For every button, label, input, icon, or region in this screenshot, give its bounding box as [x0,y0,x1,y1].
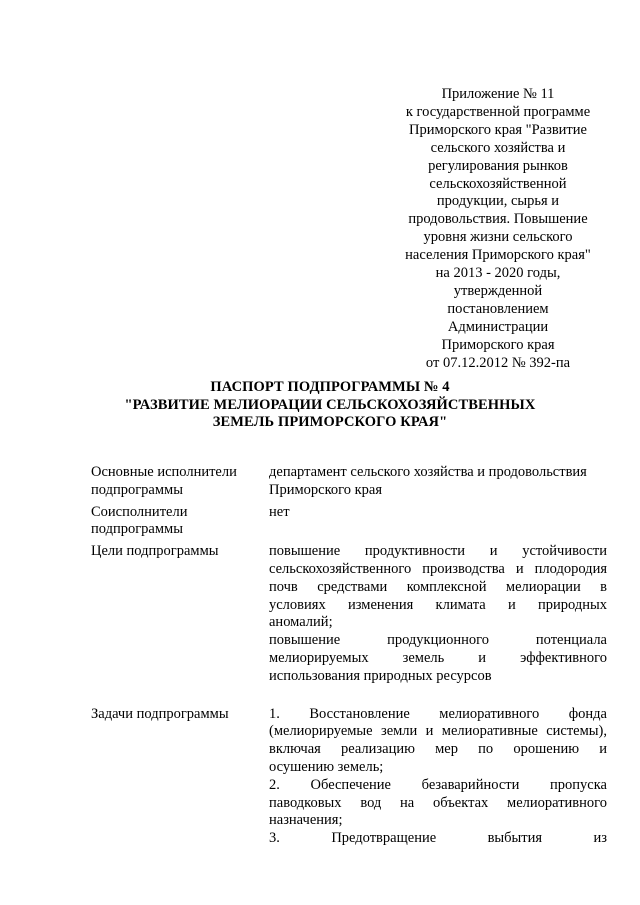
goals-value-line: условиях изменения климата и природных [269,596,607,613]
goals-value-line: использования природных ресурсов [269,667,492,684]
appendix-line: продукции, сырья и [436,193,560,210]
executors-label [91,464,269,500]
tasks-value-line: 1. Восстановление мелиоративного фонда [269,705,607,722]
goals-value-line: повышение продуктивности и устойчивости [269,543,607,560]
appendix-line: уровня жизни сельского [423,229,573,246]
appendix-line: к государственной программе [405,103,591,120]
appendix-block [392,86,604,373]
appendix-line: утвержденной [453,282,543,299]
title-line: "РАЗВИТИЕ МЕЛИОРАЦИИ СЕЛЬСКОХОЗЯЙСТВЕННЫХ [124,396,536,413]
coexecutors-value-text: нет [269,503,290,520]
appendix-line: Приложение № 11 [441,86,555,102]
passport-table [91,464,607,848]
appendix-line: регулирования рынков [428,157,568,174]
tasks-value-line: 3. Предотвращение выбытия из [269,830,607,847]
tasks-value-line: паводковых вод на объектах мелиоративного [269,794,607,811]
goals-value-line: почв средствами комплексной мелиорации в [269,578,607,595]
executors-value-line: Приморского края [269,481,383,498]
coexecutors-label-line: Соисполнители [91,503,188,520]
tasks-value [269,706,607,848]
tasks-value-line: осушению земель; [269,758,384,775]
title-line: ЗЕМЕЛЬ ПРИМОРСКОГО КРАЯ" [212,414,448,430]
appendix-line: на 2013 - 2020 годы, [435,265,561,282]
coexecutors-label [91,504,269,540]
appendix-line: Приморского края [441,336,555,353]
appendix-line: продовольствия. Повышение [408,211,588,228]
goals-value-line: мелиорируемых земель и эффективного [269,649,607,666]
appendix-line: от 07.12.2012 № 392-па [425,354,571,371]
goals-label: Цели подпрограммы [91,543,219,560]
appendix-line: постановлением [447,300,549,317]
executors-label-line: Основные исполнители [91,464,237,480]
coexecutors-label-line: подпрограммы [91,521,183,538]
appendix-line: населения Приморского края" [405,247,591,264]
document-title [80,379,580,432]
tasks-row [91,706,607,848]
goals-value-line: повышение продукционного потенциала [269,632,607,649]
goals-value-line: аномалий; [269,614,333,631]
goals-row [91,543,607,685]
tasks-value-line: включая реализацию мер по орошению и [269,741,607,758]
goals-value-line: сельскохозяйственного производства и плодородия [269,560,607,577]
coexecutors-row [91,504,607,540]
executors-row [91,464,607,500]
appendix-line: сельскохозяйственной [429,175,567,192]
appendix-line: Приморского края "Развитие [409,121,587,138]
appendix-line: сельского хозяйства и [430,139,566,156]
coexecutors-value [269,504,607,522]
tasks-label: Задачи подпрограммы [91,705,229,722]
title-line: ПАСПОРТ ПОДПРОГРАММЫ № 4 [210,379,450,395]
tasks-value-line: (мелиорируемые земли и мелиоративные системы), [269,723,607,740]
tasks-value-line: назначения; [269,812,343,829]
tasks-value-line: 2. Обеспечение безаварийности пропуска [269,776,607,793]
executors-value-line: департамент сельского хозяйства и продовольствия [269,464,587,480]
executors-value [269,464,607,500]
executors-label-line: подпрограммы [91,481,183,498]
appendix-line: Администрации [447,318,549,335]
goals-value [269,543,607,685]
